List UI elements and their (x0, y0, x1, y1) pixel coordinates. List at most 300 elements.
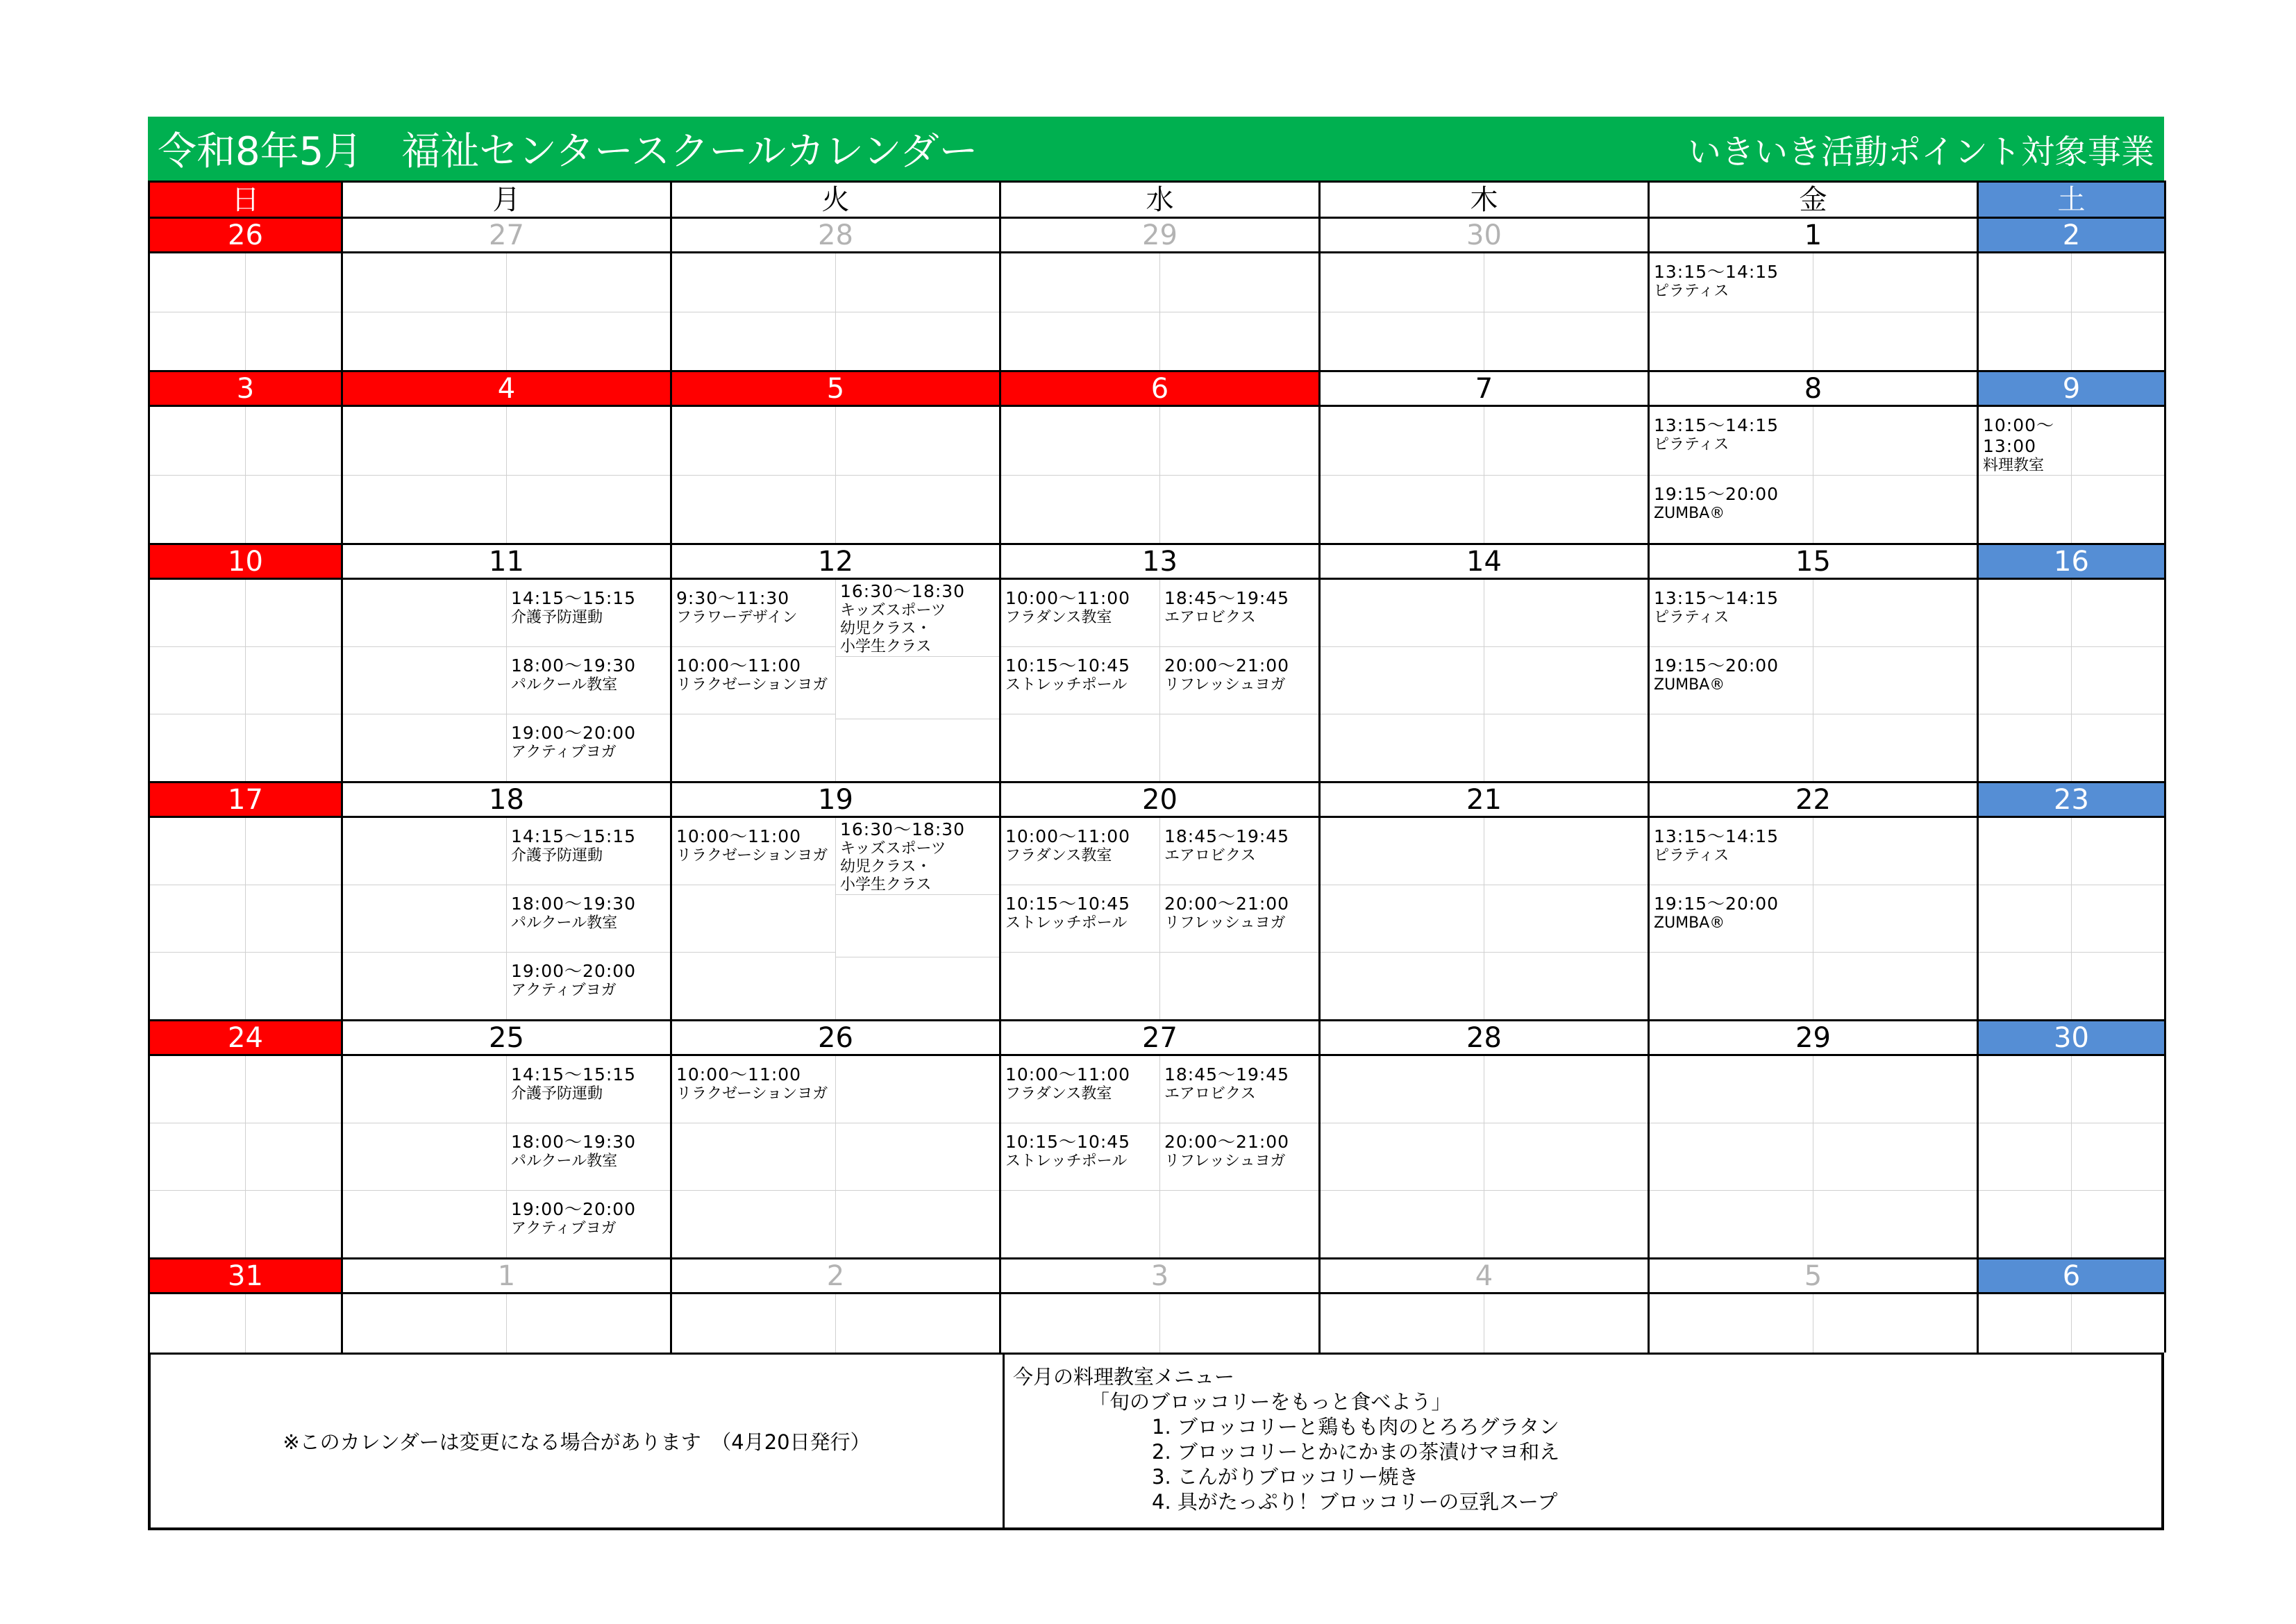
class-time: 18:45～19:45 (1164, 1064, 1290, 1085)
time-slot (1160, 407, 1318, 476)
time-slot (2072, 1123, 2164, 1191)
date-cell: 26 (671, 1021, 1000, 1055)
date-cell: 14 (1320, 544, 1649, 579)
time-slot (1650, 885, 1813, 953)
date-cell: 1 (342, 1259, 671, 1294)
day-half (1650, 1294, 1813, 1353)
date-cell: 2 (671, 1259, 1000, 1294)
day-half (1484, 580, 1648, 781)
day-half (1484, 818, 1648, 1019)
date-cell: 23 (1978, 782, 2165, 817)
day-cell-inner (343, 580, 670, 781)
class-time: 19:00～20:00 (511, 723, 637, 743)
day-half (507, 407, 670, 543)
time-slot (246, 714, 341, 781)
day-half (672, 818, 836, 1019)
class-entry (1164, 588, 1314, 627)
day-cell-inner (1979, 1294, 2164, 1353)
class-name: フラダンス教室 (1005, 609, 1112, 626)
class-time: 10:15～10:45 (1005, 1132, 1131, 1152)
day-cell-inner (1001, 407, 1318, 543)
day-half (1160, 1056, 1318, 1257)
day-cell (149, 406, 342, 544)
time-slot (1160, 953, 1318, 1019)
time-slot (1813, 407, 1977, 476)
time-slot (2072, 407, 2164, 476)
time-slot (1001, 1123, 1159, 1191)
day-half (2072, 253, 2164, 370)
class-name: 介護予防運動 (511, 847, 603, 864)
day-half (246, 1056, 341, 1257)
class-time: 10:00～11:00 (676, 1064, 802, 1085)
time-slot (343, 253, 506, 312)
day-cell (342, 1294, 671, 1353)
time-slot (1321, 1123, 1484, 1191)
time-slot (246, 885, 341, 953)
date-cell: 31 (149, 1259, 342, 1294)
time-slot (1484, 885, 1648, 953)
time-slot (507, 1123, 670, 1191)
weekday-label: 火 (671, 182, 1000, 218)
date-cell: 28 (1320, 1021, 1649, 1055)
day-cell-inner (343, 253, 670, 370)
time-slot (1650, 253, 1813, 312)
time-slot (150, 1123, 245, 1191)
time-slot (1979, 885, 2071, 953)
day-half (672, 407, 836, 543)
day-half (1813, 407, 1977, 543)
time-slot (2072, 476, 2164, 544)
weekday-row (149, 182, 2165, 218)
class-name: エアロビクス (1164, 847, 1256, 864)
time-slot (1321, 1294, 1484, 1353)
day-cell (1320, 1055, 1649, 1259)
time-slot (1979, 1123, 2071, 1191)
time-slot (1813, 580, 1977, 647)
class-name: アクティブヨガ (511, 744, 617, 761)
day-cell (342, 817, 671, 1021)
class-time: 10:00～13:00 (1983, 415, 2055, 456)
day-half (1650, 818, 1813, 1019)
day-half (1321, 253, 1484, 370)
time-slot (1813, 953, 1977, 1019)
class-name: リラクゼーションヨガ (676, 1085, 828, 1103)
time-slot (1979, 647, 2071, 714)
class-name: パルクール教室 (511, 914, 618, 932)
date-cell: 13 (1000, 544, 1320, 579)
time-slot (672, 476, 835, 544)
day-cell (342, 253, 671, 371)
time-slot (150, 407, 245, 476)
time-slot (150, 476, 245, 544)
class-entry (1005, 894, 1155, 932)
weekday-label: 月 (342, 182, 671, 218)
day-cell-inner (150, 253, 341, 370)
class-time: 13:15～14:15 (1654, 415, 1779, 435)
class-name: ストレッチポール (1005, 1153, 1128, 1170)
time-slot (1160, 1294, 1318, 1353)
class-entry (1654, 655, 1809, 694)
day-half (1001, 407, 1160, 543)
date-cell: 26 (149, 218, 342, 253)
class-entry (511, 1199, 666, 1238)
date-cell: 21 (1320, 782, 1649, 817)
class-entry (1005, 826, 1155, 865)
time-slot (343, 1056, 506, 1123)
class-entry (511, 1132, 666, 1171)
class-time: 10:15～10:45 (1005, 894, 1131, 914)
time-slot (672, 714, 835, 781)
class-time: 13:15～14:15 (1654, 588, 1779, 608)
day-half (672, 1294, 836, 1353)
menu-item: 2. ブロッコリーとかにかまの茶漬けマヨ和え (1152, 1440, 1560, 1464)
day-half (672, 1056, 836, 1257)
time-slot (343, 953, 506, 1019)
day-cell-inner (1001, 1056, 1318, 1257)
day-cell-inner (1321, 818, 1648, 1019)
time-slot (246, 253, 341, 312)
calendar-title: 令和8年5月 福祉センタースクールカレンダー (158, 129, 978, 174)
class-time: 19:00～20:00 (511, 1199, 637, 1219)
time-slot (343, 476, 506, 544)
time-slot (1160, 1056, 1318, 1123)
menu-item: 3. こんがりブロッコリー焼き (1152, 1465, 1419, 1489)
class-name: リフレッシュヨガ (1164, 676, 1286, 694)
day-cell (1320, 579, 1649, 782)
time-slot (1650, 953, 1813, 1019)
class-time: 16:30～18:30 (840, 581, 966, 601)
day-half (1813, 580, 1977, 781)
day-half (1484, 407, 1648, 543)
time-slot (1979, 253, 2071, 312)
day-cell-inner (343, 407, 670, 543)
day-cell (1978, 579, 2165, 782)
day-half (2072, 1056, 2164, 1257)
time-slot (1001, 407, 1159, 476)
date-cell: 16 (1978, 544, 2165, 579)
class-time: 10:00～11:00 (676, 826, 802, 846)
time-slot (1321, 818, 1484, 885)
time-slot (150, 1294, 245, 1353)
day-half (1321, 1056, 1484, 1257)
date-row (149, 371, 2165, 406)
day-half (246, 407, 341, 543)
weekday-label: 金 (1649, 182, 1978, 218)
day-half (2072, 407, 2164, 543)
class-entry (1654, 826, 1809, 865)
time-slot (1001, 1056, 1159, 1123)
time-slot (1650, 714, 1813, 781)
day-cell (1649, 1055, 1978, 1259)
time-slot (672, 953, 835, 1019)
date-cell: 8 (1649, 371, 1978, 406)
date-cell: 10 (149, 544, 342, 579)
time-slot (836, 1191, 999, 1257)
time-slot (1321, 580, 1484, 647)
class-entry (676, 588, 831, 627)
class-time: 13:15～14:15 (1654, 262, 1779, 282)
time-slot (1321, 953, 1484, 1019)
day-cell-inner (672, 580, 999, 781)
day-half (150, 818, 246, 1019)
class-entry (840, 581, 995, 656)
class-name: 介護予防運動 (511, 1085, 603, 1103)
class-entry (1164, 1064, 1314, 1103)
day-cell-inner (1001, 1294, 1318, 1353)
class-time: 13:15～14:15 (1654, 826, 1779, 846)
time-slot (1484, 818, 1648, 885)
class-time: 10:00～11:00 (1005, 1064, 1131, 1085)
day-half (2072, 580, 2164, 781)
day-half (1979, 818, 2072, 1019)
time-slot (507, 647, 670, 714)
day-cell-inner (1650, 580, 1977, 781)
time-slot (1001, 1294, 1159, 1353)
time-slot (1979, 1056, 2071, 1123)
day-half (1650, 407, 1813, 543)
day-body-row (149, 406, 2165, 544)
day-half (343, 407, 507, 543)
day-cell-inner (150, 407, 341, 543)
day-half (672, 253, 836, 370)
time-slot (1321, 885, 1484, 953)
day-half (836, 818, 999, 1019)
time-slot (1321, 407, 1484, 476)
day-cell (671, 253, 1000, 371)
time-slot (836, 895, 999, 957)
time-slot (343, 647, 506, 714)
class-name: ZUMBA® (1654, 676, 1725, 694)
time-slot (246, 818, 341, 885)
time-slot (836, 312, 999, 371)
day-cell (149, 817, 342, 1021)
date-cell: 30 (1978, 1021, 2165, 1055)
day-cell (671, 579, 1000, 782)
time-slot (672, 580, 835, 647)
date-cell: 19 (671, 782, 1000, 817)
day-cell (1649, 1294, 1978, 1353)
day-half (1001, 1056, 1160, 1257)
day-half (836, 407, 999, 543)
day-cell (1649, 406, 1978, 544)
date-cell: 4 (342, 371, 671, 406)
time-slot (1650, 1056, 1813, 1123)
time-slot (1813, 476, 1977, 544)
time-slot (2072, 647, 2164, 714)
day-cell-inner (1979, 253, 2164, 370)
time-slot (836, 818, 999, 895)
time-slot (1001, 714, 1159, 781)
weekday-label: 日 (149, 182, 342, 218)
day-cell (1000, 253, 1320, 371)
time-slot (1979, 1294, 2071, 1353)
time-slot (1321, 312, 1484, 371)
class-time: 18:00～19:30 (511, 655, 637, 676)
day-half (343, 253, 507, 370)
day-cell-inner (150, 1056, 341, 1257)
class-name-line2: 幼児クラス・ (840, 858, 932, 876)
day-half (1813, 818, 1977, 1019)
time-slot (2072, 818, 2164, 885)
time-slot (507, 885, 670, 953)
day-cell (671, 406, 1000, 544)
time-slot (1484, 1294, 1648, 1353)
time-slot (1484, 1123, 1648, 1191)
day-half (343, 1294, 507, 1353)
class-name: 介護予防運動 (511, 609, 603, 626)
class-entry (1983, 415, 2067, 475)
class-time: 20:00～21:00 (1164, 1132, 1290, 1152)
time-slot (672, 1294, 835, 1353)
day-cell-inner (1650, 818, 1977, 1019)
class-time: 10:00～11:00 (1005, 826, 1131, 846)
time-slot (2072, 1294, 2164, 1353)
class-entry (1164, 1132, 1314, 1171)
class-entry (1005, 588, 1155, 627)
time-slot (1321, 253, 1484, 312)
time-slot (836, 1123, 999, 1191)
time-slot (2072, 885, 2164, 953)
date-cell: 28 (671, 218, 1000, 253)
date-cell: 24 (149, 1021, 342, 1055)
day-half (2072, 1294, 2164, 1353)
day-half (1160, 818, 1318, 1019)
time-slot (1160, 476, 1318, 544)
day-cell-inner (1979, 580, 2164, 781)
time-slot (1979, 1191, 2071, 1257)
menu-item: 1. ブロッコリーと鶏もも肉のとろろグラタン (1152, 1415, 1560, 1439)
day-body-row (149, 579, 2165, 782)
day-half (1484, 1294, 1648, 1353)
date-cell: 4 (1320, 1259, 1649, 1294)
day-half (1160, 1294, 1318, 1353)
day-half (1650, 580, 1813, 781)
class-name: パルクール教室 (511, 676, 618, 694)
time-slot (1160, 1123, 1318, 1191)
class-name: ZUMBA® (1654, 914, 1725, 932)
time-slot (1813, 312, 1977, 371)
time-slot (1160, 714, 1318, 781)
time-slot (2072, 580, 2164, 647)
day-cell-inner (1001, 580, 1318, 781)
date-cell: 3 (1000, 1259, 1320, 1294)
time-slot (1979, 580, 2071, 647)
day-half (836, 253, 999, 370)
class-name: ピラティス (1654, 847, 1729, 864)
day-cell (671, 1055, 1000, 1259)
time-slot (150, 253, 245, 312)
date-cell: 6 (1978, 1259, 2165, 1294)
class-time: 14:15～15:15 (511, 826, 637, 846)
day-half (1650, 1056, 1813, 1257)
time-slot (672, 885, 835, 953)
time-slot (1160, 647, 1318, 714)
class-name: エアロビクス (1164, 609, 1256, 626)
class-entry (1654, 894, 1809, 932)
date-cell: 5 (1649, 1259, 1978, 1294)
class-name: ストレッチポール (1005, 914, 1128, 932)
class-name: アクティブヨガ (511, 1220, 617, 1237)
day-half (507, 818, 670, 1019)
time-slot (1321, 1056, 1484, 1123)
class-time: 20:00～21:00 (1164, 655, 1290, 676)
weekday-label: 水 (1000, 182, 1320, 218)
time-slot (1484, 1191, 1648, 1257)
day-cell-inner (1321, 407, 1648, 543)
time-slot (672, 312, 835, 371)
calendar-subtitle: いきいき活動ポイント対象事業 (1687, 132, 2154, 171)
time-slot (150, 953, 245, 1019)
day-half (836, 1056, 999, 1257)
time-slot (1001, 818, 1159, 885)
time-slot (150, 312, 245, 371)
time-slot (507, 407, 670, 476)
time-slot (1484, 476, 1648, 544)
day-cell (149, 579, 342, 782)
day-body-row (149, 1294, 2165, 1353)
class-time: 9:30～11:30 (676, 588, 790, 608)
class-entry (676, 826, 831, 865)
calendar-grid (148, 181, 2166, 1353)
class-name: キッズスポーツ (840, 602, 946, 619)
menu-title: 今月の料理教室メニュー (1013, 1365, 1235, 1389)
day-cell-inner (1001, 253, 1318, 370)
day-half (246, 580, 341, 781)
time-slot (1650, 476, 1813, 544)
time-slot (246, 953, 341, 1019)
time-slot (1813, 1056, 1977, 1123)
time-slot (1001, 647, 1159, 714)
day-cell (1320, 817, 1649, 1021)
day-half (507, 253, 670, 370)
menu-item: 4. 具がたっぷり！ブロッコリーの豆乳スープ (1152, 1490, 1558, 1514)
time-slot (246, 647, 341, 714)
class-name: フラダンス教室 (1005, 847, 1112, 864)
class-entry (1654, 588, 1809, 627)
class-entry (511, 655, 666, 694)
day-half (672, 580, 836, 781)
class-time: 14:15～15:15 (511, 1064, 637, 1085)
time-slot (1160, 580, 1318, 647)
day-cell-inner (1321, 1294, 1648, 1353)
weekday-label: 木 (1320, 182, 1649, 218)
time-slot (1001, 1191, 1159, 1257)
day-cell (1649, 579, 1978, 782)
day-half (1979, 1294, 2072, 1353)
day-cell (1978, 1294, 2165, 1353)
class-name: ピラティス (1654, 436, 1729, 453)
time-slot (1001, 580, 1159, 647)
time-slot (1160, 253, 1318, 312)
class-time: 18:00～19:30 (511, 894, 637, 914)
time-slot (1813, 714, 1977, 781)
day-cell-inner (1979, 818, 2164, 1019)
day-cell-inner (1321, 580, 1648, 781)
day-cell (1978, 817, 2165, 1021)
time-slot (507, 312, 670, 371)
time-slot (343, 1191, 506, 1257)
time-slot (1001, 885, 1159, 953)
date-row (149, 218, 2165, 253)
class-time: 20:00～21:00 (1164, 894, 1290, 914)
day-cell (342, 406, 671, 544)
time-slot (1979, 953, 2071, 1019)
class-entry (1654, 262, 1809, 301)
day-cell-inner (672, 818, 999, 1019)
day-cell (671, 1294, 1000, 1353)
time-slot (343, 312, 506, 371)
class-entry (511, 723, 666, 762)
